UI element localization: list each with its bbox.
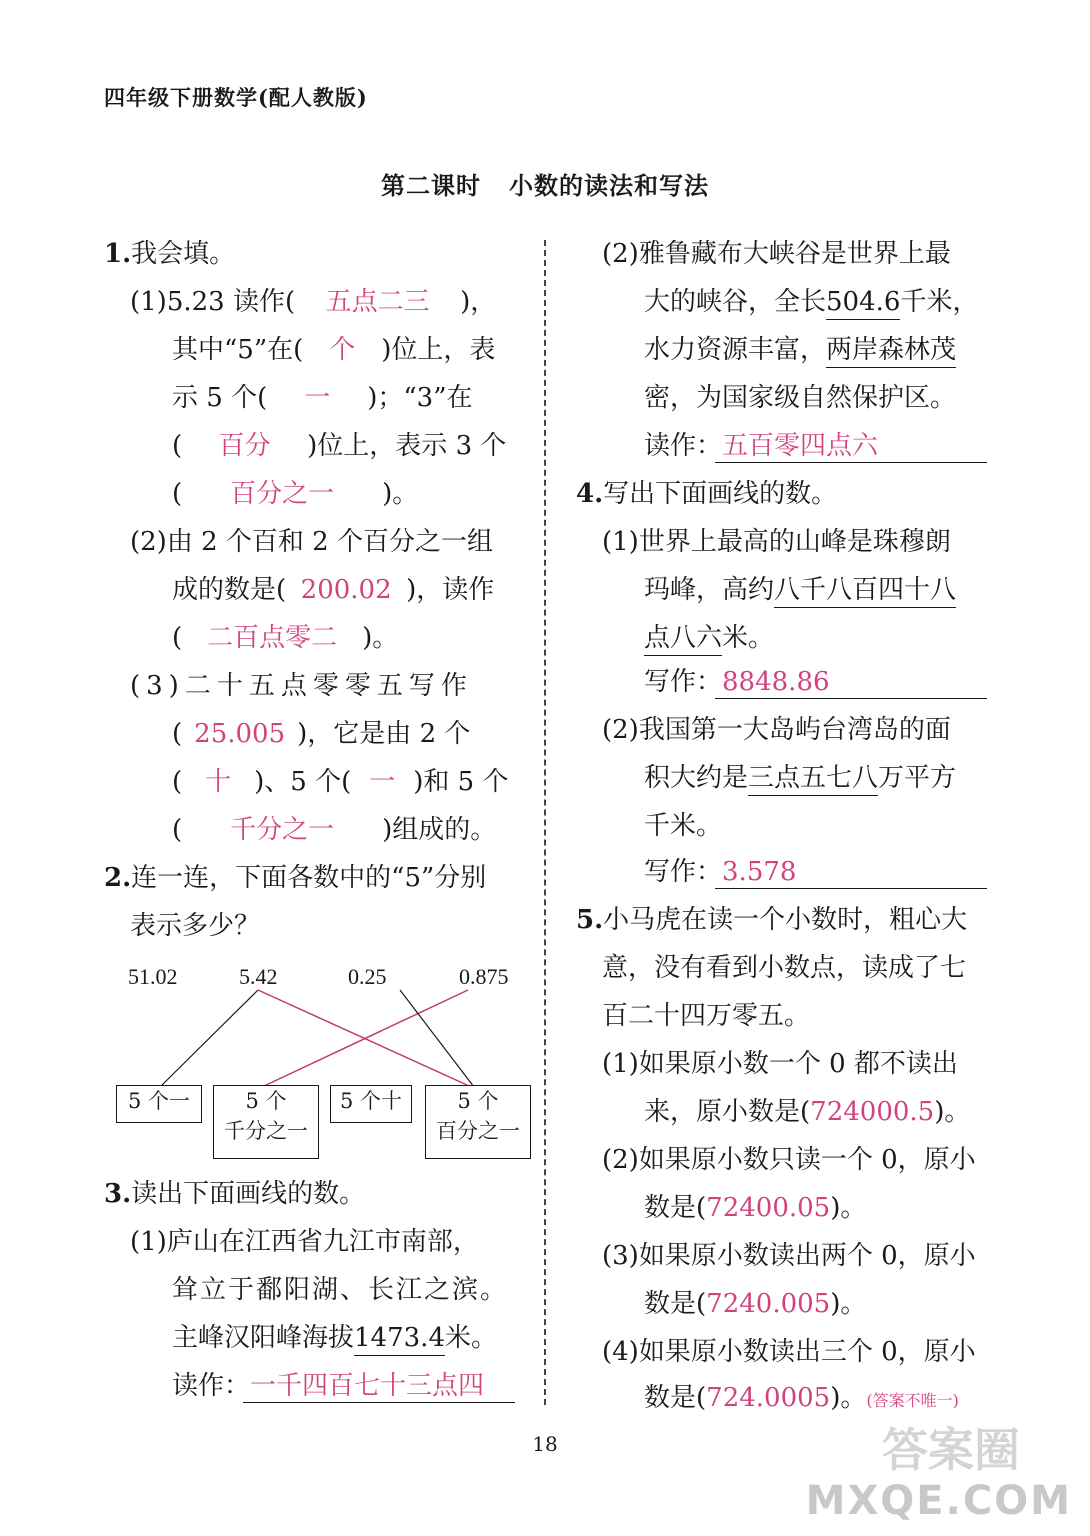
- q4-p2-line-3: 千米。: [644, 811, 723, 841]
- page-number: 18: [532, 1432, 558, 1456]
- q2-heading-cont: 表示多少？: [130, 911, 261, 941]
- q1-line-1: (1)5.23 读作( 五点二三 )，: [130, 287, 497, 317]
- q2-connection-lines: [100, 985, 540, 1095]
- q2-heading: 2.连一连，下面各数中的“5”分别: [104, 863, 487, 893]
- q1-line-3: 示 5 个( 一 )；“3”在: [172, 383, 473, 413]
- q3-p2-line-4: 密，为国家级自然保护区。: [644, 383, 957, 413]
- q1-line-5: ( 百分之一 )。: [172, 479, 419, 509]
- q4-p1-line-1: (1)世界上最高的山峰是珠穆朗: [602, 527, 951, 557]
- q3-p1-line-1: (1)庐山在江西省九江市南部，: [130, 1227, 479, 1257]
- q1-line-6: (2)由 2 个百和 2 个百分之一组: [130, 527, 493, 557]
- q3-p2-line-2: 大的峡谷，全长504.6千米，: [644, 286, 978, 318]
- watermark-top: 答案圈: [882, 1423, 1020, 1477]
- q3-heading: 3.读出下面画线的数。: [104, 1179, 366, 1209]
- q5-p4-line-1: (4)如果原小数读出三个 0，原小: [602, 1337, 976, 1367]
- q5-p1-line-2: 来，原小数是(724000.5)。: [644, 1097, 971, 1127]
- q4-p1-answer-line: [715, 698, 987, 699]
- q3-p2-answer-line: [715, 462, 987, 463]
- q5-line-2: 意，没有看到小数点，读成了七: [602, 953, 967, 983]
- q3-p1-answer-line: [243, 1402, 515, 1403]
- q2-box-2: 5 个 千分之一: [213, 1085, 319, 1159]
- q2-number-4: 0.875: [459, 964, 509, 989]
- line-51-02-to-5-one: [160, 990, 258, 1087]
- q2-box-3: 5 个十: [330, 1085, 412, 1123]
- lesson-title-part1: 第二课时: [381, 171, 481, 200]
- q4-p1-line-2: 玛峰，高约八千八百四十八: [644, 574, 956, 606]
- q4-p1-write: 写作：8848.86: [644, 667, 830, 697]
- q1-line-7: 成的数是( 200.02 )，读作: [172, 575, 495, 605]
- q5-p2-line-2: 数是(72400.05)。: [644, 1193, 867, 1223]
- column-divider: [544, 240, 546, 1405]
- q4-p2-answer-line: [715, 888, 987, 889]
- q1-line-12: ( 千分之一 )组成的。: [172, 815, 497, 845]
- q4-p2-line-2: 积大约是三点五七八万平方: [644, 762, 956, 794]
- q1-heading: 1.我会填。: [104, 239, 236, 269]
- q3-p2-line-3: 水力资源丰富，两岸森林茂: [644, 334, 956, 366]
- q1-line-11: ( 十 )、5 个( 一 )和 5 个: [172, 767, 509, 797]
- q3-p2-read: 读作：五百零四点六: [644, 431, 879, 461]
- q2-number-3: 0.25: [348, 964, 387, 989]
- q2-box-4: 5 个 百分之一: [425, 1085, 531, 1159]
- q4-p1-line-3: 点八六米。: [644, 622, 774, 654]
- q3-p1-read: 读作：一千四百七十三点四: [172, 1371, 485, 1401]
- q5-p3-line-1: (3)如果原小数读出两个 0，原小: [602, 1241, 976, 1271]
- q5-heading: 5.小马虎在读一个小数时，粗心大: [576, 905, 968, 935]
- q4-heading: 4.写出下面画线的数。: [576, 479, 838, 509]
- q5-p2-line-1: (2)如果原小数只读一个 0，原小: [602, 1145, 976, 1175]
- q2-box-1: 5 个一: [116, 1085, 202, 1123]
- q4-p2-line-1: (2)我国第一大岛屿台湾岛的面: [602, 715, 951, 745]
- q3-p2-line-1: (2)雅鲁藏布大峡谷是世界上最: [602, 239, 951, 269]
- watermark-bottom: MXQE.COM: [805, 1478, 1072, 1524]
- q1-line-4: ( 百分 )位上，表示 3 个: [172, 431, 507, 461]
- lesson-title: [0, 166, 1090, 201]
- lesson-title-part2: 小数的读法和写法: [509, 171, 709, 200]
- q3-p1-line-3: 主峰汉阳峰海拔1473.4米。: [172, 1322, 497, 1354]
- q2-number-2: 5.42: [239, 964, 278, 989]
- q4-p2-write: 写作：3.578: [644, 857, 797, 887]
- q5-p3-line-2: 数是(7240.005)。: [644, 1289, 867, 1319]
- book-header: 四年级下册数学(配人教版): [104, 85, 368, 110]
- q5-p4-line-2: 数是(724.0005)。(答案不唯一): [644, 1383, 959, 1413]
- q5-line-3: 百二十四万零五。: [602, 1001, 811, 1031]
- line-5-42-to-5-ten: [258, 990, 478, 1090]
- q5-p1-line-1: (1)如果原小数一个 0 都不读出: [602, 1049, 958, 1079]
- q3-p1-line-2: 耸立于鄱阳湖、长江之滨。: [172, 1275, 509, 1305]
- q2-number-1: 51.02: [128, 964, 178, 989]
- q1-line-2: 其中“5”在( 个 )位上，表: [172, 335, 496, 365]
- q1-line-10: ( 25.005 )，它是由 2 个: [172, 719, 471, 749]
- q1-line-9: (3)二十五点零零五写作: [130, 671, 473, 701]
- q1-line-8: ( 二百点零二 )。: [172, 623, 399, 653]
